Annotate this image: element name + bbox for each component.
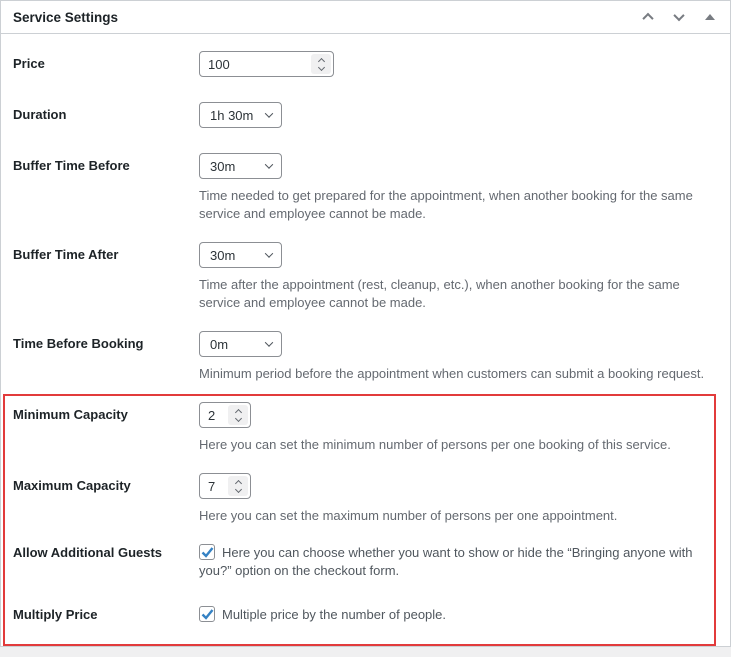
buffer-after-description: Time after the appointment (rest, cleanup, etc.), when another booking for the same service and employee cannot be made. xyxy=(199,277,680,310)
price-row xyxy=(13,51,718,77)
move-up-icon[interactable] xyxy=(641,10,655,24)
maximum-capacity-stepper[interactable] xyxy=(228,476,248,496)
price-label: Price xyxy=(13,56,45,71)
maximum-capacity-row xyxy=(13,473,718,525)
duration-select[interactable] xyxy=(199,102,282,128)
price-input[interactable] xyxy=(200,52,311,76)
maximum-capacity-input-wrap xyxy=(199,473,251,499)
stepper-down-icon xyxy=(317,63,324,70)
allow-additional-guests-row xyxy=(13,544,718,580)
buffer-after-select[interactable] xyxy=(199,242,282,268)
allow-additional-guests-checkbox[interactable] xyxy=(199,544,215,560)
chevron-down-icon xyxy=(265,160,273,168)
multiply-price-checkbox[interactable] xyxy=(199,606,215,622)
metabox-body xyxy=(1,34,730,624)
buffer-after-label: Buffer Time After xyxy=(13,247,119,262)
stepper-down-icon xyxy=(234,485,241,492)
maximum-capacity-label: Maximum Capacity xyxy=(13,478,131,493)
buffer-before-select[interactable] xyxy=(199,153,282,179)
multiply-price-description: Multiple price by the number of people. xyxy=(222,607,447,622)
maximum-capacity-description: Here you can set the maximum number of persons per one appointment. xyxy=(199,508,618,523)
multiply-price-row xyxy=(13,606,718,624)
buffer-before-description: Time needed to get prepared for the appointment, when another booking for the same service and employee cannot be made. xyxy=(199,188,693,221)
allow-additional-guests-label: Allow Additional Guests xyxy=(13,545,163,560)
chevron-down-icon xyxy=(265,338,273,346)
minimum-capacity-stepper[interactable] xyxy=(228,405,248,425)
minimum-capacity-input[interactable] xyxy=(200,403,228,427)
minimum-capacity-label: Minimum Capacity xyxy=(13,407,128,422)
minimum-capacity-row xyxy=(13,402,718,454)
chevron-down-icon xyxy=(265,109,273,117)
buffer-before-label: Buffer Time Before xyxy=(13,158,130,173)
price-input-wrap xyxy=(199,51,334,77)
chevron-down-icon xyxy=(265,249,273,257)
duration-label: Duration xyxy=(13,107,67,122)
minimum-capacity-description: Here you can set the minimum number of persons per one booking of this service. xyxy=(199,437,671,452)
buffer-after-select-value: 30m xyxy=(210,247,236,263)
maximum-capacity-input[interactable] xyxy=(200,474,228,498)
metabox-header[interactable] xyxy=(1,1,730,34)
panel-title: Service Settings xyxy=(13,9,119,25)
minimum-capacity-input-wrap xyxy=(199,402,251,428)
time-before-booking-select-value: 0m xyxy=(210,336,229,352)
allow-additional-guests-description: Here you can choose whether you want to show or hide the “Bringing anyone with you?” option on the checkout form. xyxy=(199,545,693,578)
header-icons xyxy=(641,10,717,24)
time-before-booking-select[interactable] xyxy=(199,331,282,357)
duration-select-value: 1h 30m xyxy=(210,107,254,123)
time-before-booking-description: Minimum period before the appointment when customers can submit a booking request. xyxy=(199,366,705,381)
checkmark-icon xyxy=(201,609,214,620)
move-down-icon[interactable] xyxy=(672,10,686,24)
time-before-booking-label: Time Before Booking xyxy=(13,336,144,351)
toggle-panel-icon[interactable] xyxy=(703,10,717,24)
stepper-down-icon xyxy=(234,414,241,421)
multiply-price-label: Multiply Price xyxy=(13,607,98,622)
buffer-before-row xyxy=(13,153,718,223)
duration-row xyxy=(13,102,718,128)
buffer-before-select-value: 30m xyxy=(210,158,236,174)
time-before-booking-row xyxy=(13,331,718,383)
price-stepper[interactable] xyxy=(311,54,331,74)
buffer-after-row xyxy=(13,242,718,312)
checkmark-icon xyxy=(201,547,214,558)
